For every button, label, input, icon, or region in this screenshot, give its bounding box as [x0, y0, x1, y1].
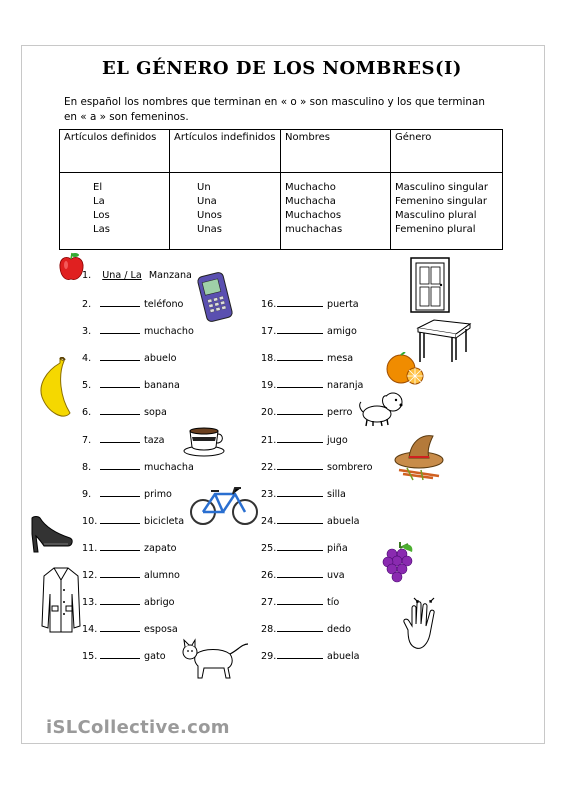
answer-blank[interactable]	[277, 351, 323, 361]
exercise-item	[82, 649, 166, 662]
answer-blank[interactable]	[100, 378, 140, 388]
answer-blank[interactable]	[100, 460, 140, 470]
answer-blank[interactable]	[100, 324, 140, 334]
item-number: 14.	[82, 624, 98, 636]
noun-word: sopa	[144, 407, 167, 419]
answer-blank[interactable]	[277, 433, 323, 443]
table-header-row	[60, 130, 503, 173]
apple-icon	[57, 251, 85, 283]
exercise-item	[82, 514, 184, 527]
noun-word: sombrero	[327, 461, 373, 473]
door-icon	[409, 256, 451, 314]
orange-icon	[385, 352, 427, 386]
dog-icon	[357, 388, 409, 428]
indefinido-item: Un	[197, 182, 211, 193]
nombre-item: Muchachos	[285, 210, 342, 221]
hand-fingers-icon	[400, 596, 448, 654]
exercise-item	[261, 568, 345, 581]
exercise-item	[82, 541, 177, 554]
table-body-row	[60, 173, 503, 250]
noun-word: tío	[327, 597, 340, 609]
answer-blank[interactable]	[277, 297, 323, 307]
sombrero-icon	[393, 430, 447, 482]
cell-genero	[391, 173, 503, 250]
indefinido-item: Unas	[197, 224, 222, 235]
exercise-item	[82, 568, 180, 581]
cell-definidos	[60, 173, 170, 250]
item-number: 7.	[82, 434, 92, 446]
item-number: 24.	[261, 515, 277, 527]
genero-item: Masculino plural	[395, 210, 477, 221]
noun-word: alumno	[144, 570, 180, 581]
noun-word: banana	[144, 380, 180, 392]
answer-blank[interactable]	[277, 324, 323, 334]
item-number: 15.	[82, 651, 98, 663]
cell-indefinidos	[170, 173, 281, 250]
site-watermark: iSLCollective.com	[46, 717, 230, 738]
genero-item: Femenino singular	[395, 196, 488, 207]
item-number: 1.	[82, 270, 92, 281]
intro-text: En español los nombres que terminan en « o » son masculino y los que terminan en « a » son femeninos.	[64, 96, 485, 123]
answer-blank[interactable]	[100, 487, 140, 497]
item-number: 6.	[82, 407, 92, 419]
nombre-item: muchachas	[285, 224, 343, 235]
answer-blank[interactable]	[277, 405, 323, 415]
grapes-icon	[382, 540, 416, 586]
exercise-item	[261, 460, 373, 473]
noun-word: zapato	[144, 542, 177, 554]
exercise-item	[82, 378, 180, 391]
noun-word: puerta	[327, 299, 359, 310]
exercise-item	[82, 324, 194, 337]
exercise-item	[261, 541, 348, 554]
noun-word: dedo	[327, 624, 351, 636]
answer-blank[interactable]	[277, 595, 323, 605]
exercise-item	[261, 487, 346, 500]
item-number: 11.	[82, 542, 98, 554]
exercise-item	[261, 433, 348, 446]
item-number: 2.	[82, 299, 92, 310]
noun-word: bicicleta	[144, 515, 185, 527]
exercise-item	[261, 324, 357, 337]
answer-blank[interactable]	[100, 514, 140, 524]
exercise-item	[82, 460, 194, 473]
noun-word: abuelo	[144, 353, 177, 365]
header-indefinidos: Artículos indefinidos	[170, 130, 281, 173]
noun-word: esposa	[144, 624, 178, 636]
exercise-item	[261, 595, 339, 608]
mobile-phone-icon	[196, 268, 238, 324]
answer-blank[interactable]	[277, 649, 323, 659]
item-number: 13.	[82, 597, 98, 609]
exercise-item	[261, 351, 353, 364]
answer-blank[interactable]	[277, 378, 323, 388]
item-number: 8.	[82, 461, 92, 473]
exercise-item	[82, 487, 172, 500]
exercise-item	[261, 405, 352, 418]
answer-blank[interactable]	[277, 541, 323, 551]
exercise-item	[261, 622, 351, 635]
item-number: 18.	[261, 353, 277, 365]
genero-item: Femenino plural	[395, 224, 476, 235]
nombre-item: Muchacho	[285, 182, 336, 193]
noun-word: primo	[144, 488, 172, 500]
noun-word: naranja	[327, 380, 364, 392]
answer-blank[interactable]	[100, 297, 140, 307]
item-number: 10.	[82, 515, 98, 527]
noun-word: jugo	[327, 434, 348, 446]
answer-blank[interactable]	[100, 568, 140, 578]
nombre-item: Muchacha	[285, 196, 336, 207]
item-number: 16.	[261, 299, 277, 310]
answer-blank[interactable]	[277, 460, 323, 470]
item-number: 23.	[261, 488, 277, 500]
exercise-item-example	[82, 270, 192, 281]
answer-blank[interactable]	[277, 514, 323, 524]
exercise-item	[82, 433, 165, 446]
exercise-item	[82, 405, 167, 418]
example-answer: Una / La	[102, 270, 142, 281]
answer-blank[interactable]	[277, 568, 323, 578]
answer-blank[interactable]	[100, 595, 140, 605]
articles-table	[59, 129, 503, 250]
noun-word: amigo	[327, 326, 357, 338]
exercise-item	[82, 297, 183, 310]
genero-item: Masculino singular	[395, 182, 489, 193]
cat-icon	[178, 636, 250, 680]
noun-word: taza	[144, 434, 165, 446]
exercise-item	[82, 351, 177, 364]
bicycle-icon	[189, 486, 259, 528]
noun-word: gato	[144, 651, 166, 663]
answer-blank[interactable]	[277, 622, 323, 632]
noun-word: perro	[327, 407, 353, 419]
noun-word: abrigo	[144, 597, 175, 609]
item-number: 5.	[82, 380, 92, 392]
answer-blank[interactable]	[100, 405, 140, 415]
exercise-item	[261, 514, 360, 527]
exercise-item	[82, 622, 178, 635]
answer-blank[interactable]	[100, 649, 140, 659]
item-number: 27.	[261, 597, 277, 609]
indefinido-item: Unos	[197, 210, 222, 221]
item-number: 12.	[82, 570, 98, 581]
definido-item: Los	[93, 210, 110, 221]
noun-word: mesa	[327, 353, 354, 365]
answer-blank[interactable]	[100, 351, 140, 361]
noun-word: muchacha	[144, 461, 194, 473]
noun-word: silla	[327, 488, 346, 500]
example-word: Manzana	[148, 270, 192, 281]
shoe-icon	[28, 514, 74, 554]
item-number: 4.	[82, 353, 92, 365]
item-number: 9.	[82, 488, 92, 500]
item-number: 21.	[261, 434, 277, 446]
answer-blank[interactable]	[100, 541, 140, 551]
item-number: 28.	[261, 624, 277, 636]
noun-word: piña	[327, 542, 348, 554]
answer-blank[interactable]	[100, 622, 140, 632]
noun-word: muchacho	[144, 326, 194, 338]
item-number: 17.	[261, 326, 277, 338]
noun-word: teléfono	[144, 299, 184, 310]
item-number: 3.	[82, 326, 92, 338]
definido-item: El	[93, 182, 103, 193]
definido-item: La	[93, 196, 105, 207]
item-number: 19.	[261, 380, 277, 392]
noun-word: abuela	[327, 515, 360, 527]
item-number: 29.	[261, 651, 277, 663]
item-number: 25.	[261, 542, 277, 554]
noun-word: abuela	[327, 651, 360, 663]
cup-icon	[182, 425, 226, 457]
item-number: 26.	[261, 570, 277, 581]
banana-icon	[38, 357, 72, 421]
exercise-item	[261, 297, 359, 310]
header-nombres: Nombres	[281, 130, 391, 173]
indefinido-item: Una	[197, 196, 217, 207]
coat-icon	[40, 566, 82, 634]
definido-item: Las	[93, 224, 110, 235]
item-number: 20.	[261, 407, 277, 419]
header-definidos: Artículos definidos	[60, 130, 170, 173]
exercise-item	[261, 378, 363, 391]
page-title: EL GÉNERO DE LOS NOMBRES(I)	[102, 58, 462, 79]
answer-blank[interactable]	[100, 433, 140, 443]
cell-nombres	[281, 173, 391, 250]
noun-word: uva	[327, 570, 345, 581]
exercise-item	[82, 595, 175, 608]
header-genero: Género	[391, 130, 503, 173]
exercise-item	[261, 649, 360, 662]
item-number: 22.	[261, 461, 277, 473]
answer-blank[interactable]	[277, 487, 323, 497]
